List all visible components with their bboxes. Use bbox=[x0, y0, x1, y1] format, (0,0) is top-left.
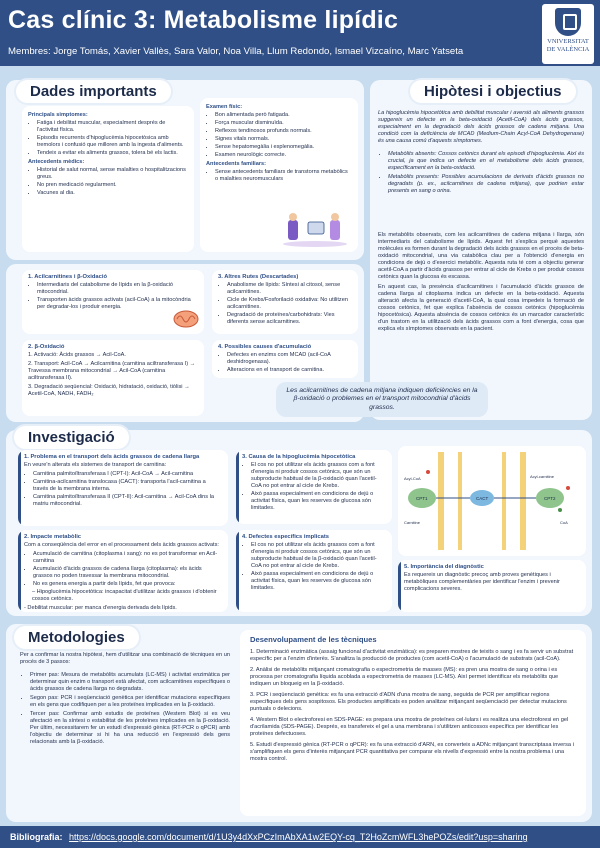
list-item: • Metabòlits presents: Possibles acumulacions de derivats d'àcids grassos no degradats (p. ex., acilcarnitines de cadena mitjana), que podrien estar presents en sang o orina. bbox=[388, 174, 584, 195]
list-item: • Això passa especialment en condicions de dejú o activitat física, quan les reserves de glucosa són limitades. bbox=[251, 491, 386, 512]
investigation-5-card: 5. Importància del diagnòstic Es requereix un diagnòstic precoç amb proves genètiques i metabòliques complementàries per identificar l'enzim i prevenir complicacions severes. bbox=[398, 560, 586, 612]
hipotesi-title: Hipòtesi i objectius bbox=[410, 80, 576, 103]
list-item: • Episodis recurrents d'hipoglucèmia hipocetòsica amb tremolors i confusió que milloren amb la ingesta d'aliments. bbox=[37, 135, 188, 149]
bibliography-footer bbox=[0, 826, 600, 848]
list-item: • No pren medicació regularment. bbox=[37, 182, 188, 189]
list-item: • Reflexos tendinosos profunds normals. bbox=[215, 128, 352, 135]
symptoms-list bbox=[28, 120, 188, 157]
list-item: • Transporten àcids grassos activats (acil-CoA) a la mitocòndria per degradar-los i produir energia. bbox=[37, 297, 198, 311]
concept-4-card: 4. Possibles causes d'acumulació • Defectes en enzims com MCAD (acil-CoA deshidrogenasa). • Alteracions en el transport de carnitina. bbox=[212, 340, 358, 378]
list-item: • Vacunes al dia. bbox=[37, 190, 188, 197]
investigacio-title: Investigació bbox=[14, 426, 129, 449]
list-item: • Carnitina-acilcarnitina translocasa (CACT): transporta l'acil-carnitina a través de la membrana interna. bbox=[33, 479, 222, 493]
list-item: • Tercer pas: Confirmar amb estudis de proteïnes (Western Blot) si es veu afectació en la síntesi o estabilitat de les proteïnes implicades en la β-oxidació. Per últim, necessitarem fer un estudi d'expressió gènica (RT-PCR o qPCR) amb l'objectiu de determinar si hi ha una reducció en l'expressió dels gens relacionats amb la β-oxidació. bbox=[30, 711, 230, 746]
technique-item: 4. Western Blot o electroforesi en SDS-PAGE: es prepara una mostra de proteïnes cel·lulars i es realitza una electroforesi en gel d'acrilamida (SDS-PAGE). Després, es transfereix el gel a una membrana i s'utilitzen anticossos específics per identificar les proteïnes defectuoses. bbox=[250, 717, 569, 737]
concept-2-card: 2. β-Oxidació 1. Activació: Àcids grassos → Acil-CoA. 2. Transport: Acil-CoA → Acilcarnitina (carnitina aciltransferasa I) → Travessa membrana mitocondrial → Acil-CoA (carnitina aciltransferasa II). 3. Degradació seqüencial: Oxidació, hidratació, oxidació, tiòlisi → Acetil-CoA, NADH, FADH₂ bbox=[22, 340, 204, 416]
investigation-2-card: 2. Impacte metabòlic Com a conseqüència del error en el processament dels àcids grassos activats: • Acumulació de carnitina (citoplasma i sang): no es pot transformar en Acil-carnitina • Acumulació d'àcids grassos de cadena llarga (citoplasma): els àcids grassos no poden travessar la membrana mitocondrial. • No es genera energia a partir dels lípids, fet que provoca: – Hipoglucèmia hipocetòtica: incapacitat d'utilitzar àcids grassos i d'obtenir cossos cetònics. - Debilitat muscular: per manca d'energia derivada dels lípids. bbox=[18, 530, 228, 612]
list-item: • Alteracions en el transport de carnitina. bbox=[227, 367, 352, 374]
list-item: • Degradació de proteïnes/carbohidrats: Vies diferents sense acilcarnitines. bbox=[227, 312, 352, 326]
exam-card: Examen físic: • Bon alimentada però fatigada. • Força muscular disminuïda. • Reflexos tendinosos profunds normals. • Signes vitals normals. • Sense hepatomegàlia i esplenomegàlia. • Examen neurològic correcte. Antecedents familiars: • Sense antecedents familiars de transtorns metabòlics o malalties neuromusculars bbox=[200, 98, 358, 252]
technique-item: 1. Determinació enzimàtica (assaig funcional d'activitat enzimàtica): es preparen mostres de teixits o sang i es fa servir un substrat específic per a l'enzim d'interès. S'analitza la producció de productes (com acetil-CoA) o l'acumulació de substrats (acil-CoA). bbox=[250, 649, 574, 662]
family-list bbox=[206, 169, 352, 183]
cact-label: CACT bbox=[476, 496, 489, 501]
cpt2-label: CPT2 bbox=[544, 496, 556, 501]
members-line: Membres: Jorge Tomás, Xavier Vallès, Sara Valor, Noa Villa, Llum Redondo, Ismael Vizcaíno, Marc Yatseta bbox=[8, 46, 464, 57]
list-item: • Examen neurològic correcte. bbox=[215, 152, 352, 159]
exam-list bbox=[206, 112, 352, 159]
list-item: • Primer pas: Mesura de metabòlits acumulats (LC-MS) i activitat enzimàtica per determinar quin enzim o transport està afectat, com acilcarnitines específiques o àcids grassos de cadena llarga no degradats. bbox=[30, 672, 230, 693]
investigation-1-card: 1. Problema en el transport dels àcids grassos de cadena llarga En veure'n alterats els sistemes de transport de carnitina: • Carnitina palmitoïltransferasa I (CPT-I): Acil-CoA → Acil-carnitina • Carnitina-acilcarnitina translocasa (CACT): transporta l'acil-carnitina a través de la membrana interna. • Carnitina palmitoïltransferasa II (CPT-II): Acil-carnitina → Acil-CoA dins la matriu mitocondrial. bbox=[18, 450, 228, 526]
dades-title: Dades importants bbox=[16, 80, 171, 103]
bibliography-link[interactable]: https://docs.google.com/document/d/1U3y4dXxPCzImAbXA1w2EQY-cq_T2HoZcmWFL3hePOZs/edit?usp=sharing bbox=[69, 832, 528, 842]
list-item: • Això passa especialment en condicions de dejú o activitat física, quan les reserves de glucosa són limitades. bbox=[251, 571, 386, 592]
list-item: • Metabòlits absents: Cossos cetònics durant els episodi d'hipoglucèmia. Així és crucial, ja que indica un defecte en el metabolisme dels àcids grassos, específicament en la beta-oxidació. bbox=[388, 151, 584, 172]
doctors-illustration-icon bbox=[280, 212, 350, 248]
list-item: • Acumulació de carnitina (citoplasma i sang): no es pot transformar en Acil-carnitina bbox=[33, 551, 222, 565]
technique-item: 5. Estudi d'expressió gènica (RT-PCR o qPCR): es fa una extracció d'ARN, es converteix a ADNc mitjançant transcriptasa inversa i s'amplifiquen els gens d'interès mitjançant PCR quantitativa per comparar els nivells d'expressió entre la nostra problema i una mostra control. bbox=[250, 742, 574, 762]
list-item: • Carnitina palmitoïltransferasa II (CPT-II): Acil-carnitina → Acil-CoA dins la matriu mitocondrial. bbox=[33, 494, 222, 508]
carnitine-shuttle-diagram bbox=[400, 448, 584, 554]
list-item: • Defectes en enzims com MCAD (acil-CoA deshidrogenasa). bbox=[227, 352, 352, 366]
poster-header bbox=[0, 0, 600, 66]
list-item: • El cos no pot utilitzar els àcids grassos com a font d'energia ni produir cossos cetònics, que són un subproducte habitual de la β-oxidació quan l'acetil-CoA no pot entrar al cicle de Krebs. bbox=[251, 462, 386, 490]
list-item: • Fatiga i debilitat muscular, especialment després de l'activitat física. bbox=[37, 120, 188, 134]
technique-item: 2. Anàlisi de metabòlits mitjançant cromatografia o espectrometria de masses (MS): es pren una mostra de sang o orina i es processa per cromatografia líquida acoblada a espectrometria de masses (LC-MS). Així permet identificar els metabòlits que indiquen un bloqueig en la β-oxidació. bbox=[250, 667, 559, 687]
concept-1-card: 1. Acilcarnitines i β-Oxidació • Intermediaris del catabolisme de lípids en la β-oxidació mitocondrial. • Transporten àcids grassos activats (acil-CoA) a la mitocòndria per degradar-los i produir energia. bbox=[22, 270, 204, 334]
hipotesi-explanation: Els metabòlits observats, com les acilcarnitines de cadena mitjana i llarga, són intermediaris del catabolisme de lípids. Aquest fet s'explica perquè aquestes molècules es formen durant la degradació dels àcids grassos en el procés de beta-oxidació mitocondrial, una via catabòlica clau per a l'obtenció d'energia en condicions de dejú o d'exercici metabòlic. Aquesta ruta té com a objectiu generar acetil-CoA a partir d'àcids grassos per entrar al cicle de Krebs o per produir cossos cetònics quan la glucosa és escassa. En aquest cas, la presència d'acilcarnitines i l'acumulació d'àcids grassos de cadena llarga al citoplasma indica un defecte en la beta-oxidació. Aquesta alteració afecta la generació d'acetil-CoA, la qual cosa impedeix la formació de cossos cetònics, fet que explica l'absència de cossos cetònics (hipoglucèmia hipocetòsica). Aquesta absència de cossos cetònics és un marcador característic d'un trastorn en la utilització dels àcids grassos com a font d'energia, cosa que explica els símptomes observats en la pacient. bbox=[378, 232, 584, 332]
carnitine-label: Carnitine bbox=[404, 520, 421, 525]
list-item: • Bon alimentada però fatigada. bbox=[215, 112, 352, 119]
acyl-coa-label: Acyl-CoA bbox=[404, 476, 421, 481]
steps-list bbox=[20, 672, 230, 746]
list-item: • Segon pas: PCR i seqüenciació genètica per identificar mutacions específiques en els gens que codifiquen per a les proteïnes implicades en la β-oxidació. bbox=[30, 695, 230, 709]
list-item: • El cos no pot utilitzar els àcids grassos com a font d'energia ni produir cossos cetònics, que són un subproducte habitual de la β-oxidació quan l'acetil-CoA no pot entrar al cicle de Krebs. bbox=[251, 542, 386, 570]
coa-label: CoA bbox=[560, 520, 568, 525]
symptoms-card: Principals simptomes: • Fatiga i debilitat muscular, especialment després de l'activitat física. • Episodis recurrents d'hipoglucèmia hipocetòsica amb tremolors i confusió que milloren amb la ingesta d'aliments. • Tendeix a evitar els aliments grassos, tolera bé els lactis. Antecedents mèdics: • Historial de salut normal, sense malalties o hospitalitzacions greus. • No pren medicació regularment. • Vacunes al dia. bbox=[22, 106, 194, 252]
cpt1-label: CPT1 bbox=[416, 496, 428, 501]
techniques-card: Desenvolupament de les tècniques 1. Determinació enzimàtica (assaig funcional d'activitat enzimàtica): es preparen mostres de teixits o sang i es fa servir un substrat específic per a l'enzim d'interès. S'analitza la producció de productes (com acetil-CoA) o l'acumulació de substrats (acil-CoA). 2. Anàlisi de metabòlits mitjançant cromatografia o espectrometria de masses (MS): es pren una mostra de sang o orina i es processa per cromatografia líquida acoblada a espectrometria de masses (LC-MS). Així permet identificar els metabòlits que indiquen un bloqueig en la β-oxidació. 3. PCR i seqüenciació genètica: es fa una extracció d'ADN d'una mostra de sang, seguida de PCR per amplificar regions específiques dels gens sospitosos. Els productes amplificats es poden analitzar mitjançant seqüenciació per detectar mutacions puntuals o delecions. 4. Western Blot o electroforesi en SDS-PAGE: es prepara una mostra de proteïnes cel·lulars i es realitza una electroforesi en gel d'acrilamida (SDS-PAGE). Després, es transfereix el gel a una membrana i s'utilitzen anticossos específics per identificar les proteïnes defectuoses. 5. Estudi d'expressió gènica (RT-PCR o qPCR): es fa una extracció d'ARN, es converteix a ADNc mitjançant transcriptasa inversa i s'amplifiquen els gens d'interès mitjançant PCR quantitativa per comparar els nivells d'expressió entre la nostra problema i una mostra control. bbox=[240, 630, 586, 816]
university-shield-icon bbox=[555, 8, 581, 36]
acyl-carnitine-label: Acyl-carnitine bbox=[530, 474, 555, 479]
list-item: • Cicle de Krebs/Fosforilació oxidativa: No utilitzen acilcarnitines. bbox=[227, 297, 352, 311]
concept-3-card: 3. Altres Rutes (Descartades) • Anabolisme de lípids: Síntesi al citosol, sense acilcarnitines. • Cicle de Krebs/Fosforilació oxidativa: No utilitzen acilcarnitines. • Degradació de proteïnes/carbohidrats: Vies diferents sense acilcarnitines. bbox=[212, 270, 358, 334]
list-item: • Anabolisme de lípids: Síntesi al citosol, sense acilcarnitines. bbox=[227, 282, 352, 296]
metodologies-intro: Per a confirmar la nostra hipòtesi, hem d'utilitzar una combinació de tècniques en un procés de 3 passos: • Primer pas: Mesura de metabòlits acumulats (LC-MS) i activitat enzimàtica per determinar quin enzim o transport està afectat, com acilcarnitines específiques o àcids grassos de cadena llarga no degradats. • Segon pas: PCR i seqüenciació genètica per identificar mutacions específiques en els gens que codifiquen per a les proteïnes implicades en la β-oxidació. • Tercer pas: Confirmar amb estudis de proteïnes (Western Blot) si es veu afectació en la síntesi o estabilitat de les proteïnes implicades en la β-oxidació. Per últim, necessitarem fer un estudi d'expressió gènica (RT-PCR o qPCR) amb l'objectiu de determinar si hi ha una reducció en l'expressió dels gens relacionats amb la β-oxidació. bbox=[20, 652, 230, 748]
list-item: • Sense hepatomegàlia i esplenomegàlia. bbox=[215, 144, 352, 151]
hipotesi-list bbox=[378, 151, 584, 195]
bibliography-label: Bibliografia: bbox=[10, 832, 63, 842]
list-item: • No es genera energia a partir dels lípids, fet que provoca: bbox=[33, 581, 222, 588]
university-logo: VNIVERSITAT DE VALÈNCIA bbox=[542, 4, 594, 64]
investigation-3-card: 3. Causa de la hipoglucèmia hipocetòtica • El cos no pot utilitzar els àcids grassos com a font d'energia ni produir cossos cetònics, que són un subproducte habitual de la β-oxidació quan l'acetil-CoA no pot entrar al cicle de Krebs. • Això passa especialment en condicions de dejú o activitat física, quan les reserves de glucosa són limitades. bbox=[236, 450, 392, 524]
technique-item: 3. PCR i seqüenciació genètica: es fa una extracció d'ADN d'una mostra de sang, seguida de PCR per amplificar regions específiques dels gens sospitosos. Els productes amplificats es poden analitzar mitjançant seqüenciació per detectar mutacions puntuals o delecions. bbox=[250, 692, 567, 712]
list-item: • Carnitina palmitoïltransferasa I (CPT-I): Acil-CoA → Acil-carnitina bbox=[33, 471, 222, 478]
metodologies-title: Metodologies bbox=[14, 626, 139, 649]
list-item: • Tendeix a evitar els aliments grassos, tolera bé els lactis. bbox=[37, 150, 188, 157]
poster-title: Cas clínic 3: Metabolisme lipídic bbox=[8, 6, 399, 34]
investigation-4-card: 4. Defectes específics implicats • El cos no pot utilitzar els àcids grassos com a font d'energia ni produir cossos cetònics, que són un subproducte habitual de la β-oxidació quan l'acetil-CoA no pot entrar al cicle de Krebs. • Això passa especialment en condicions de dejú o activitat física, quan les reserves de glucosa són limitades. bbox=[236, 530, 392, 612]
mitochondria-icon bbox=[172, 308, 200, 330]
list-item: • Acumulació d'àcids grassos de cadena llarga (citoplasma): els àcids grassos no poden travessar la membrana mitocondrial. bbox=[33, 566, 222, 580]
list-item: • Sense antecedents familiars de transtorns metabòlics o malalties neuromusculars bbox=[215, 169, 352, 183]
list-item: • Historial de salut normal, sense malalties o hospitalitzacions greus. bbox=[37, 167, 188, 181]
acilcarnitines-callout: Les acilcarnitines de cadena mitjana indiquen deficiències en la β-oxidació o problemes en el transport mitocondrial d'àcids grassos. bbox=[276, 382, 488, 417]
list-item: • Intermediaris del catabolisme de lípids en la β-oxidació mitocondrial. bbox=[37, 282, 198, 296]
carnitine-diagram-card bbox=[398, 446, 586, 556]
antecedents-list bbox=[28, 167, 188, 197]
list-item: • Força muscular disminuïda. bbox=[215, 120, 352, 127]
hipotesi-text: La hipoglucèmia hipocetòtica amb debilitat muscular i aversió als aliments grassos suggereix un defecte en la beta-oxidació (Acetil-CoA) dels àcids grassos, especialment en la degradació dels àcids grassos de cadena mitjana. Una condició com la deficiència de MCAD (Medium-Chain Acyl-CoA Dehydrogenase) és una causa comú d'aquests símptomes. • Metabòlits absents: Cossos cetònics durant els episodi d'hipoglucèmia. Així és crucial, ja que indica un defecte en el metabolisme dels àcids grassos, específicament en la beta-oxidació. • Metabòlits presents: Possibles acumulacions de derivats d'àcids grassos no degradats (p. ex., acilcarnitines de cadena mitjana), que podrien estar presents en sang o orina. bbox=[378, 110, 584, 197]
list-item: • Signes vitals normals. bbox=[215, 136, 352, 143]
